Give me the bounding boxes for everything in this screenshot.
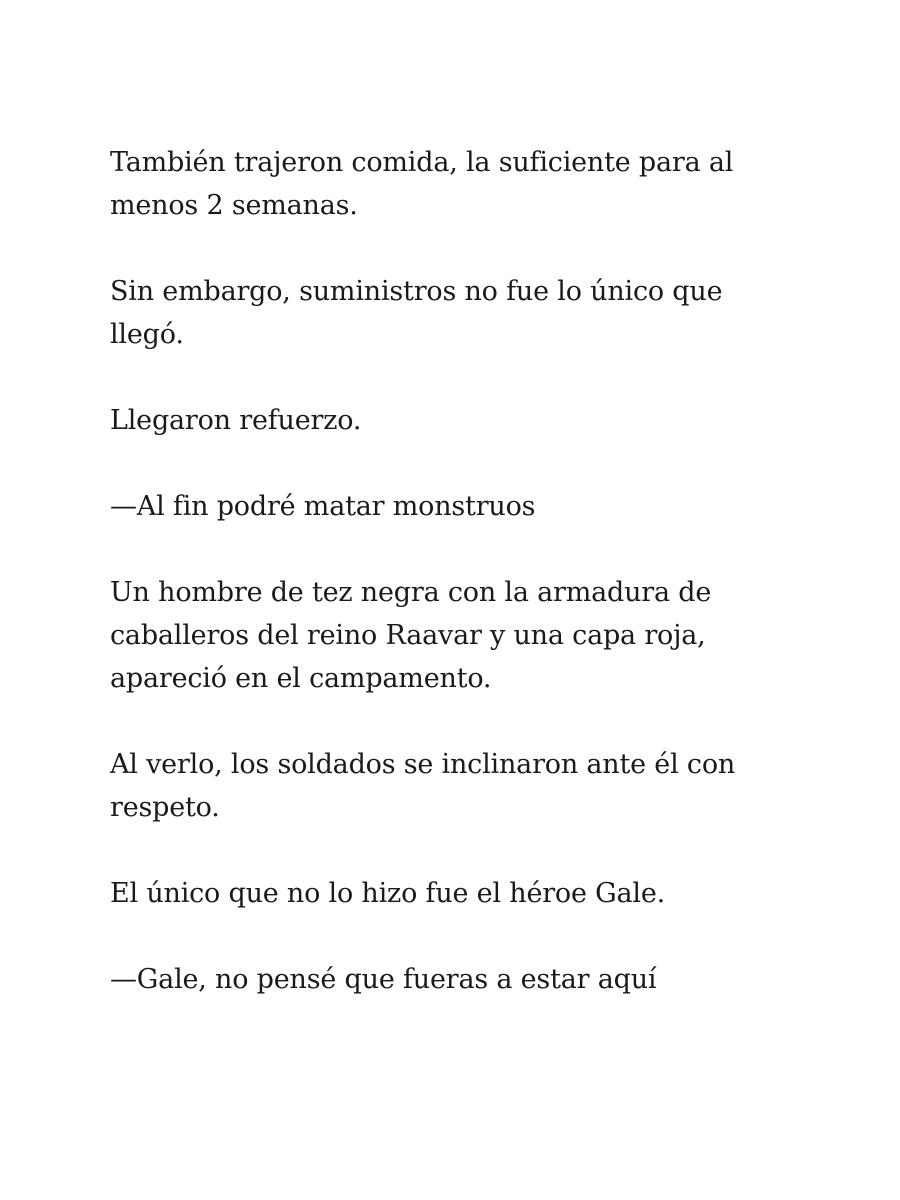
paragraph: También trajeron comida, la suficiente para al menos 2 semanas. xyxy=(110,147,734,221)
paragraph: Sin embargo, suministros no fue lo único que llegó. xyxy=(110,276,723,350)
paragraph: Un hombre de tez negra con la armadura de caballeros del reino Raavar y una capa roja, apareció en el campamento. xyxy=(110,577,712,694)
dialogue-line: —Al fin podré matar monstruos xyxy=(110,491,536,522)
paragraph: Llegaron refuerzo. xyxy=(110,405,362,436)
dialogue-line: —Gale, no pensé que fueras a estar aquí xyxy=(110,964,657,995)
paragraph: Al verlo, los soldados se inclinaron ante él con respeto. xyxy=(110,749,736,823)
story-text xyxy=(110,141,790,1044)
paragraph: El único que no lo hizo fue el héroe Gale. xyxy=(110,878,666,909)
